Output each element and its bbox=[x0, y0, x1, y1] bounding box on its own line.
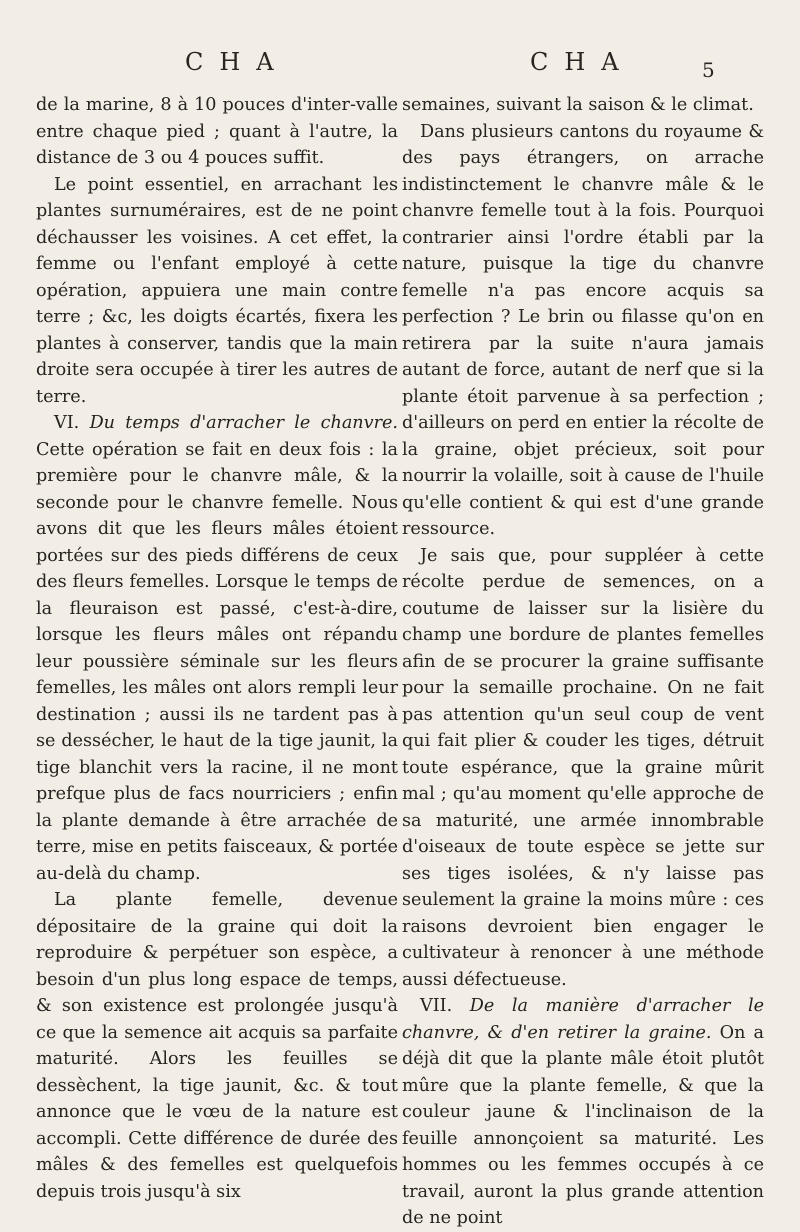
section-title: De la manière d'arracher le chanvre, & d'en retirer la graine. bbox=[402, 996, 765, 1043]
right-running-head: CHA bbox=[530, 48, 635, 76]
paragraph: Je sais que, pour suppléer à cette récolte perdue de semences, on a coutume de laisser sur la lisière du champ une bordure de plantes femelles afin de se procurer la graine suffisante pour la semaille prochaine. On ne fait pas attention qu'un seul coup de vent qui fait plier & couder les tiges, détruit toute espérance, que la graine mûrit mal ; qu'au moment qu'elle approche de sa maturité, une armée innombrable d'oiseaux de toute espèce se jette sur ses tiges isolées, & n'y laisse pas seulement la graine la moins mûre : ces raisons devroient bien engager le cultivateur à renoncer à une méthode aussi défectueuse. bbox=[402, 545, 764, 990]
section-vi bbox=[36, 410, 398, 887]
left-column bbox=[36, 92, 398, 1205]
section-text: On a déjà dit que la plante mâle étoit plutôt mûre que la plante femelle, & que la couleur jaune & l'inclinaison de la feuille annonçoient sa maturité. Les hommes ou les femmes occupés à ce travail, auront la plus grande attention de ne point bbox=[402, 1022, 765, 1228]
page-number: 5 bbox=[702, 58, 715, 82]
section-number: VII. bbox=[420, 996, 453, 1016]
section-title: Du temps d'arracher le chanvre. bbox=[89, 413, 398, 433]
left-running-head: CHA bbox=[185, 48, 290, 76]
section-text: Cette opération se fait en deux fois : la première pour le chanvre mâle, & la seconde pour le chanvre femelle. Nous avons dit que les fleurs mâles étoient portées sur des pieds différens de ceux des fleurs femelles. Lorsque le temps de la fleuraison est passé, c'est-à-dire, lorsque les fleurs mâles ont répandu leur poussière séminale sur les fleurs femelles, les mâles ont alors rempli leur destination ; aussi ils ne tardent pas à se dessécher, le haut de la tige jaunit, la tige blanchit vers la racine, il ne mont prefque plus de facs nourriciers ; enfin la plante demande à être arrachée de terre, mise en petits faisceaux, & portée au-delà du champ. bbox=[36, 439, 398, 884]
section-number: VI. bbox=[54, 413, 80, 433]
paragraph: Dans plusieurs cantons du royaume & des pays étrangers, on arrache indistinctement le chanvre mâle & le chanvre femelle tout à la fois. Pourquoi contrarier ainsi l'ordre établi par la nature, puisque la tige du chanvre femelle n'a pas encore acquis sa perfection ? Le brin ou filasse qu'on en retirera par la suite n'aura jamais autant de force, autant de nerf que si la plante étoit parvenue à sa perfection ; d'ailleurs on perd en entier la récolte de la graine, objet précieux, soit pour nourrir la volaille, soit à cause de l'huile qu'elle contient & qui est d'une grande ressource. bbox=[402, 121, 764, 539]
paragraph: La plante femelle, devenue dépositaire de la graine qui doit la reproduire & perpétuer son espèce, a besoin d'un plus long espace de temps, & son existence est prolongée jusqu'à ce que la semence ait acquis sa parfaite maturité. Alors les feuilles se dessèchent, la tige jaunit, &c. & tout annonce que le vœu de la nature est accompli. Cette différence de durée des mâles & des femelles est quelquefois depuis trois jusqu'à six bbox=[36, 890, 398, 1202]
paragraph: semaines, suivant la saison & le climat. bbox=[402, 95, 754, 115]
paragraph: de la marine, 8 à 10 pouces d'inter-valle entre chaque pied ; quant à l'autre, la distance de 3 ou 4 pouces suffit. bbox=[36, 95, 398, 168]
paragraph: Le point essentiel, en arrachant les plantes surnuméraires, est de ne point déchausser les voisines. A cet effet, la femme ou l'enfant employé à cette opération, appuiera une main contre terre ; &c, les doigts écartés, fixera les plantes à conserver, tandis que la main droite sera occupée à tirer les autres de terre. bbox=[36, 174, 398, 407]
section-vii bbox=[402, 993, 764, 1232]
right-column bbox=[402, 92, 764, 1232]
